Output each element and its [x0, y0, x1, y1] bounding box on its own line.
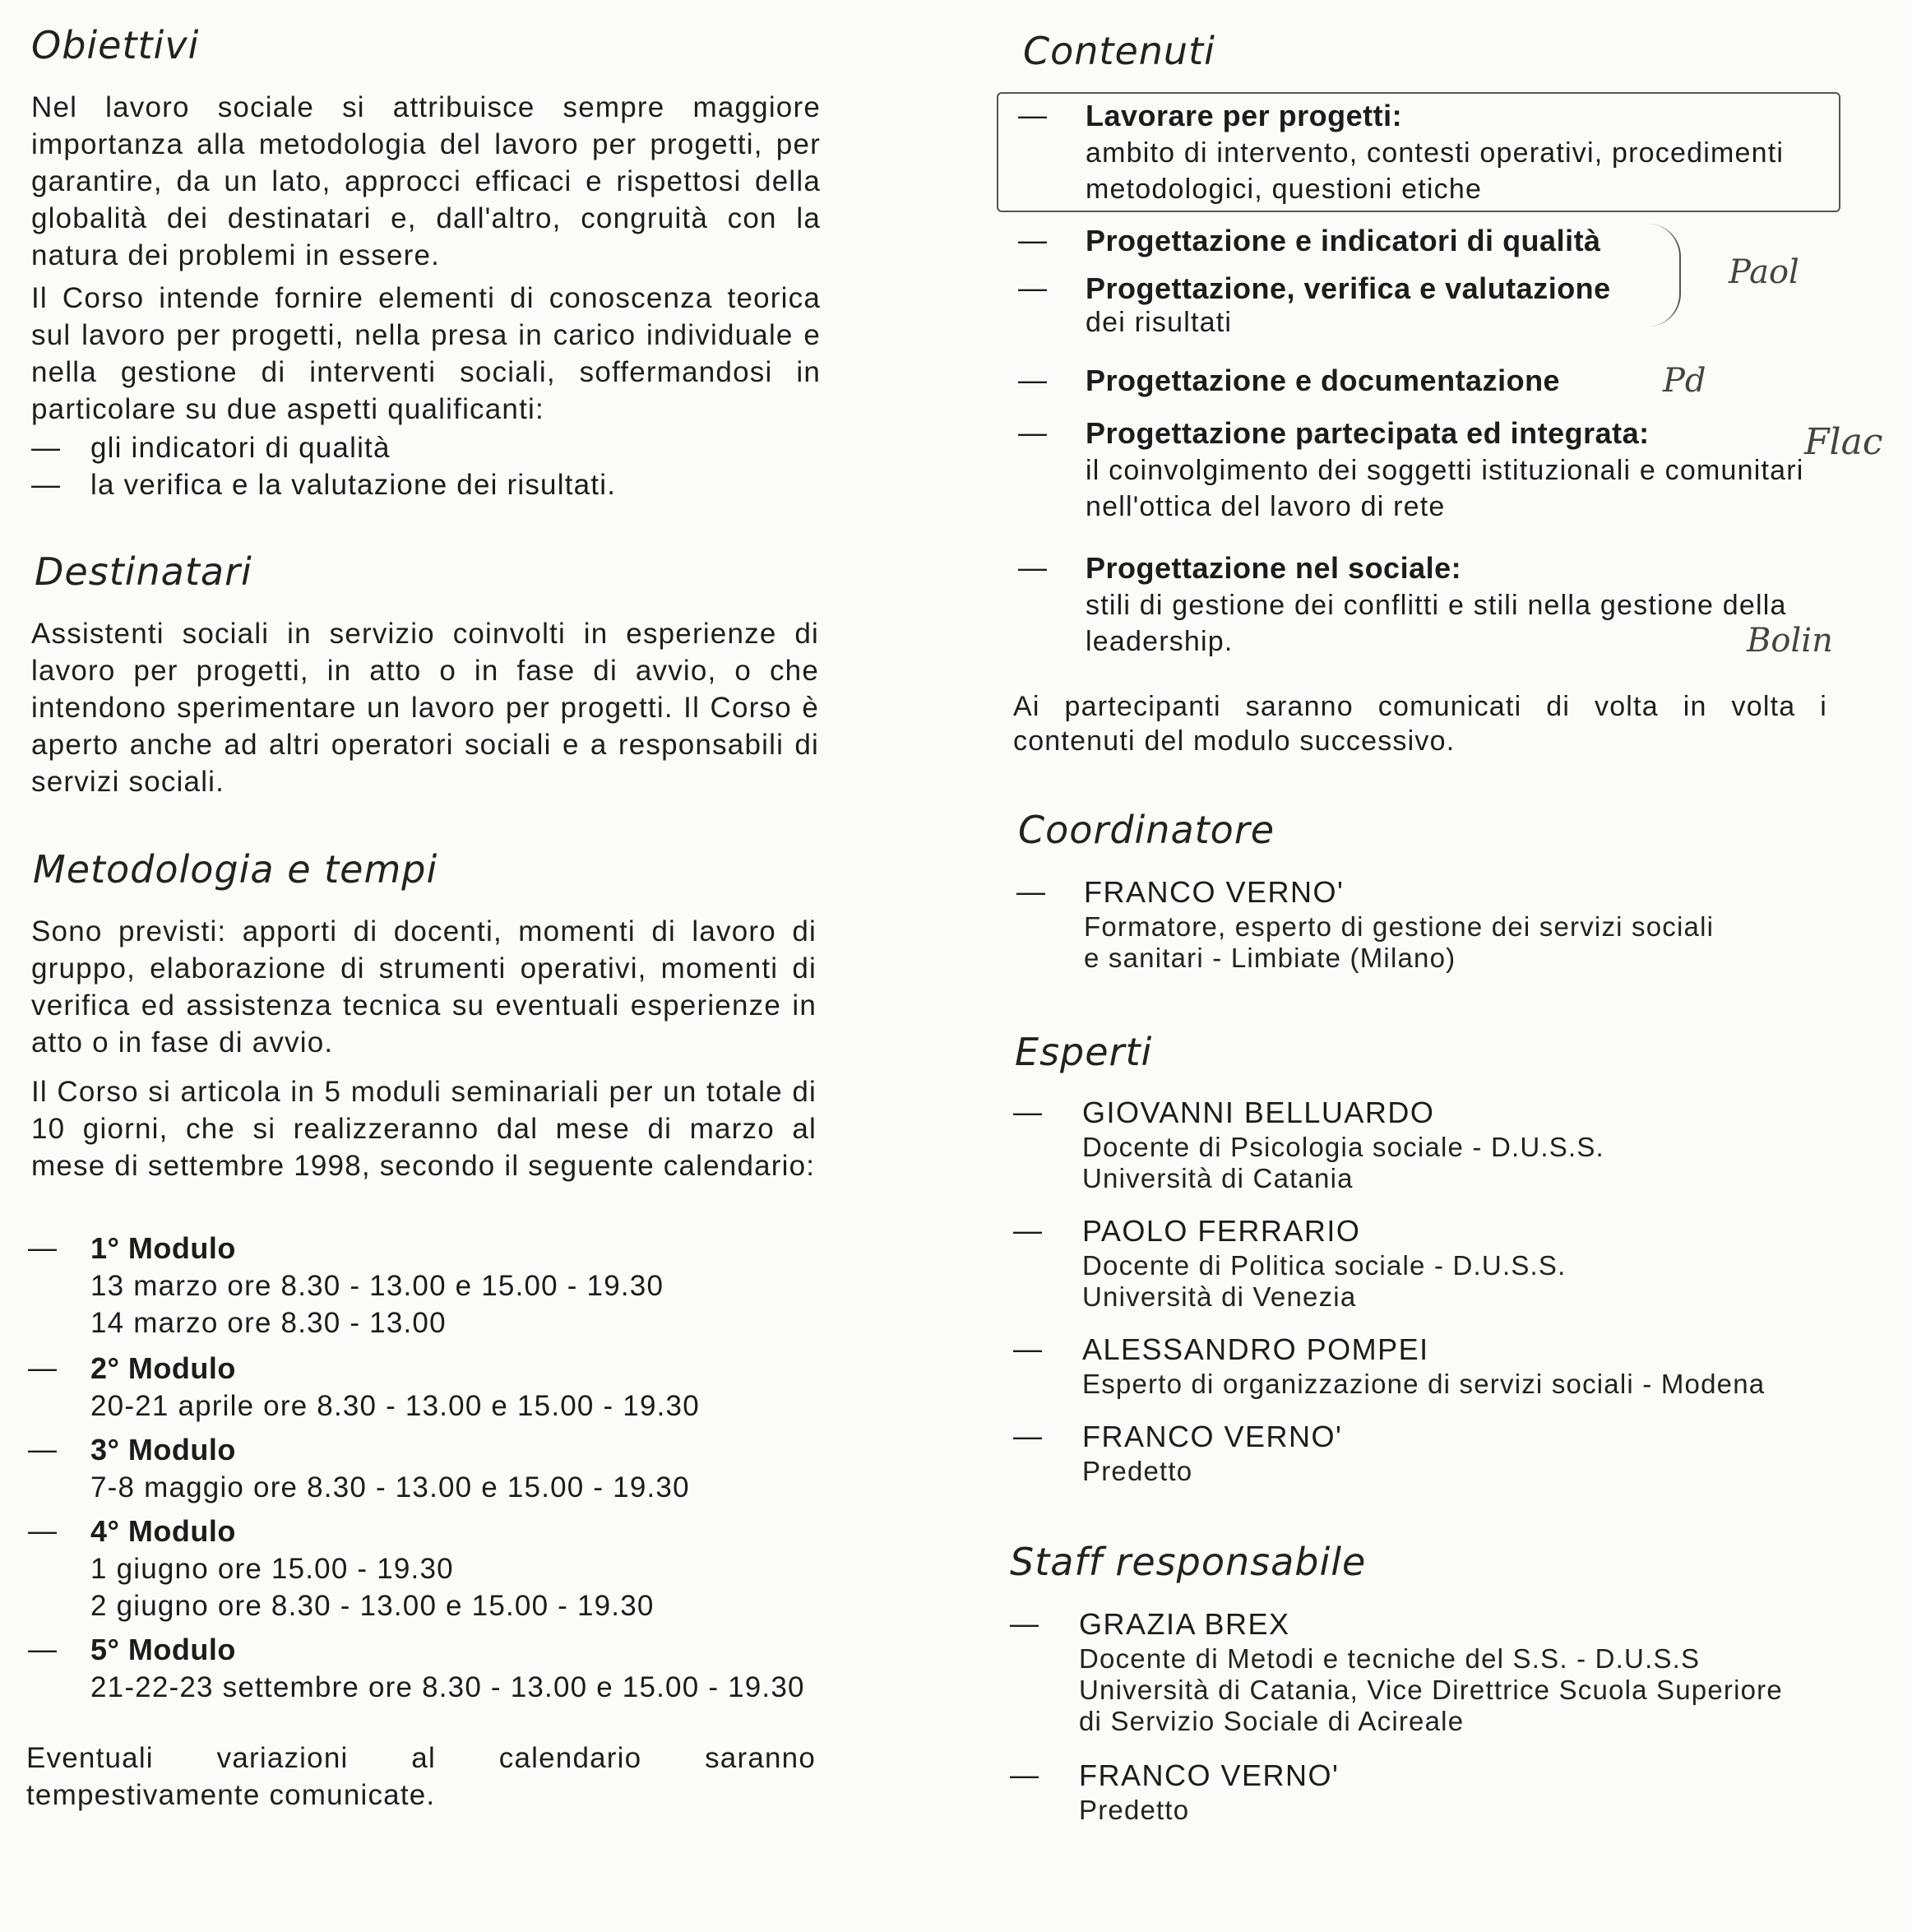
contenuti-note: Ai partecipanti saranno comunicati di volta in volta i contenuti del modulo successivo.: [1013, 691, 1827, 757]
heading-staff: Staff responsabile: [1010, 1540, 1367, 1584]
person-detail: di Servizio Sociale di Acireale: [1079, 1706, 1465, 1736]
person-item: [1013, 1418, 1844, 1487]
staff-list: [1010, 1605, 1840, 1826]
handwritten-note: Pd: [1663, 362, 1706, 400]
obiettivi-paragraph-2: Il Corso intende fornire elementi di conoscenza teorica sul lavoro per progetti, nella presa in carico individuale e nella gestione di interventi sociali, soffermandosi in particolare su due aspetti qualificanti:: [31, 282, 821, 425]
person-detail: Docente di Metodi e tecniche del S.S. - D.U.S.S: [1079, 1643, 1701, 1674]
module-title: 4° Modulo: [90, 1514, 236, 1548]
module-schedule-line: 2 giugno ore 8.30 - 13.00 e 15.00 - 19.30: [90, 1590, 655, 1622]
heading-coordinatore: Coordinatore: [1018, 808, 1275, 852]
person-name: FRANCO VERNO': [1084, 875, 1345, 909]
dash-bullet: —: [31, 432, 60, 464]
list-item-text: la verifica e la valutazione dei risultati.: [90, 469, 617, 501]
dash-bullet: —: [1018, 272, 1047, 304]
person-detail: Docente di Psicologia sociale - D.U.S.S.: [1082, 1132, 1604, 1162]
list-item: [1018, 549, 1840, 660]
person-item: [1016, 873, 1847, 974]
dash-bullet: —: [1018, 364, 1047, 396]
content-title: Progettazione, verifica e valutazione: [1086, 271, 1611, 305]
heading-contenuti: Contenuti: [1023, 29, 1215, 73]
heading-metodologia: Metodologia e tempi: [33, 847, 438, 892]
heading-esperti: Esperti: [1015, 1030, 1153, 1074]
handwritten-note: Flac: [1804, 421, 1883, 463]
person-detail: Predetto: [1079, 1795, 1190, 1825]
module-title: 1° Modulo: [90, 1231, 236, 1265]
content-subtitle: ambito di intervento, contesti operativi, procedimenti metodologici, questioni etiche: [1086, 137, 1785, 205]
list-item: [1018, 97, 1840, 207]
person-detail: Docente di Politica sociale - D.U.S.S.: [1082, 1250, 1567, 1281]
module-calendar: [28, 1230, 834, 1706]
list-item-text: gli indicatori di qualità: [90, 432, 391, 464]
module-title: 3° Modulo: [90, 1433, 236, 1466]
list-item: [31, 466, 837, 503]
dash-bullet: —: [1016, 876, 1045, 908]
dash-bullet: —: [28, 1515, 57, 1547]
module-item: [28, 1431, 834, 1506]
person-item: [1013, 1094, 1844, 1194]
handwritten-note: Bolin: [1747, 622, 1833, 660]
calendar-variations-note: Eventuali variazioni al calendario saranno tempestivamente comunicate.: [26, 1742, 816, 1811]
person-name: ALESSANDRO POMPEI: [1082, 1332, 1429, 1366]
person-name: FRANCO VERNO': [1079, 1758, 1340, 1792]
person-item: [1013, 1212, 1844, 1313]
module-schedule-line: 7-8 maggio ore 8.30 - 13.00 e 15.00 - 19.30: [90, 1471, 690, 1503]
content-title: Progettazione partecipata ed integrata:: [1086, 416, 1650, 450]
handwritten-note: Paol: [1729, 253, 1799, 291]
dash-bullet: —: [1013, 1333, 1042, 1365]
person-item: [1013, 1331, 1844, 1400]
content-title: Progettazione e documentazione: [1086, 364, 1561, 397]
person-name: PAOLO FERRARIO: [1082, 1214, 1361, 1248]
handwritten-bracket: [1646, 224, 1681, 327]
dash-bullet: —: [1018, 100, 1047, 132]
person-name: GIOVANNI BELLUARDO: [1082, 1096, 1435, 1129]
module-schedule-line: 1 giugno ore 15.00 - 19.30: [90, 1553, 454, 1585]
dash-bullet: —: [31, 469, 60, 501]
dash-bullet: —: [1018, 552, 1047, 584]
dash-bullet: —: [28, 1633, 57, 1666]
coordinatore-list: [1016, 873, 1847, 974]
person-detail: e sanitari - Limbiate (Milano): [1084, 943, 1456, 973]
dash-bullet: —: [1010, 1608, 1039, 1640]
heading-destinatari: Destinatari: [35, 549, 252, 594]
list-item: [1018, 222, 1840, 260]
dash-bullet: —: [1013, 1215, 1042, 1247]
content-title: Progettazione nel sociale:: [1086, 551, 1462, 585]
dash-bullet: —: [28, 1352, 57, 1384]
list-item: [1018, 270, 1840, 337]
dash-bullet: —: [28, 1434, 57, 1466]
content-subtitle: dei risultati: [1086, 307, 1233, 338]
person-item: [1010, 1757, 1840, 1826]
person-detail: Università di Catania, Vice Direttrice Scuola Superiore: [1079, 1675, 1783, 1705]
obiettivi-paragraph-1: Nel lavoro sociale si attribuisce sempre maggiore importanza alla metodologia del lavoro per progetti, per garantire, da un lato, approcci efficaci e rispettosi della globalità dei destinatari e, dall'altro, congruità con la natura dei problemi in essere.: [31, 91, 821, 271]
list-item: [1018, 415, 1840, 525]
dash-bullet: —: [1013, 1096, 1042, 1128]
content-title: Lavorare per progetti:: [1086, 99, 1403, 132]
module-item: [28, 1513, 834, 1624]
dash-bullet: —: [1018, 225, 1047, 257]
module-schedule-line: 14 marzo ore 8.30 - 13.00: [90, 1307, 447, 1339]
dash-bullet: —: [1010, 1759, 1039, 1791]
esperti-list: [1013, 1094, 1844, 1487]
metodologia-paragraph-1: Sono previsti: apporti di docenti, momenti di lavoro di gruppo, elaborazione di strumenti operativi, momenti di verifica ed assistenza tecnica su eventuali esperienze in atto o in fase di avvio.: [31, 915, 817, 1059]
list-item: [1018, 362, 1840, 400]
module-schedule-line: 20-21 aprile ore 8.30 - 13.00 e 15.00 - 19.30: [90, 1390, 700, 1422]
module-schedule-line: 13 marzo ore 8.30 - 13.00 e 15.00 - 19.30: [90, 1270, 664, 1302]
module-item: [28, 1230, 834, 1341]
metodologia-paragraph-2: Il Corso si articola in 5 moduli seminariali per un totale di 10 giorni, che si realizzeranno dal mese di marzo al mese di settembre 1998, secondo il seguente calendario:: [31, 1076, 817, 1182]
destinatari-paragraph: Assistenti sociali in servizio coinvolti in esperienze di lavoro per progetti, in atto o in fase di avvio, o che intendono sperimentare un lavoro per progetti. Il Corso è aperto anche ad altri operatori sociali e a responsabili di servizi sociali.: [31, 618, 819, 798]
content-subtitle: stili di gestione dei conflitti e stili nella gestione della leadership.: [1086, 590, 1787, 657]
content-title: Progettazione e indicatori di qualità: [1086, 224, 1601, 257]
person-detail: Predetto: [1082, 1456, 1193, 1486]
content-subtitle: il coinvolgimento dei soggetti istituzionali e comunitari nell'ottica del lavoro di rete: [1086, 455, 1804, 522]
person-name: FRANCO VERNO': [1082, 1420, 1343, 1453]
list-item: [31, 429, 837, 466]
module-title: 2° Modulo: [90, 1351, 236, 1385]
person-item: [1010, 1605, 1840, 1737]
person-detail: Formatore, esperto di gestione dei servizi sociali: [1084, 911, 1715, 942]
module-schedule-line: 21-22-23 settembre ore 8.30 - 13.00 e 15.00 - 19.30: [90, 1671, 805, 1703]
heading-obiettivi: Obiettivi: [31, 23, 200, 67]
dash-bullet: —: [1018, 417, 1047, 449]
module-title: 5° Modulo: [90, 1633, 236, 1666]
dash-bullet: —: [1013, 1420, 1042, 1452]
contenuti-list: [1018, 97, 1840, 660]
module-item: [28, 1350, 834, 1425]
obiettivi-list: [31, 429, 837, 503]
person-name: GRAZIA BREX: [1079, 1607, 1290, 1641]
dash-bullet: —: [28, 1232, 57, 1264]
person-detail: Università di Venezia: [1082, 1281, 1357, 1312]
module-item: [28, 1631, 834, 1706]
person-detail: Università di Catania: [1082, 1163, 1354, 1193]
person-detail: Esperto di organizzazione di servizi sociali - Modena: [1082, 1369, 1766, 1399]
